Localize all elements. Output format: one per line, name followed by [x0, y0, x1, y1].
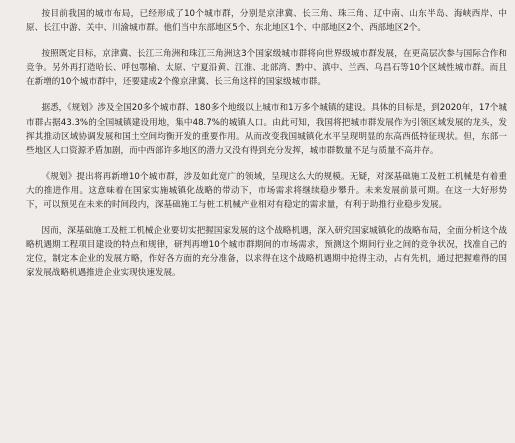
paragraph-market-outlook: 《规划》提出将再新增10个城市群，涉及如此宽广的领域，呈现这么大的规模。无疑，对深基础施工及桩工机械是有着重大的推进作用。这意味着在国家实施城镇化战略的带动下，市场需求将继续稳步攀升。未来发展前景可期。在这一大好形势下，可以预见在未来的时间段内，深基础施工与桩工机械产业相对有稳定的需求量，有利于助推行业稳步发展。: [26, 171, 507, 211]
paragraph-city-clusters-layout: 按目前我国的城市布局，已经形成了10个城市群，分别是京津冀、长三角、珠三角、辽中南、山东半岛、海峡西岸、中原、长江中游、关中、川渝城市群。他们当中东部地区5个、东北地区1个、中部地区2个、西部地区2个。: [26, 9, 507, 34]
paragraph-enterprise-strategy: 因而，深基础施工及桩工机械企业要切实把握国家发展的这个战略机遇，深入研究国家城镇化的战略布局，全面分析这个战略机遇期工程项目建设的特点和规律，研判再增10个城市群期间的市场需求，预测这个期间行业之间的竞争状况，找准自己的定位，制定本企业的发展方略，作好各方面的充分准备，以求得在这个战略机遇期中抢得主动，占有先机，通过把握难得的国家发展战略机遇推进企业实现快速发展。: [26, 226, 507, 279]
paragraph-plan-scope: 据悉，《规划》涉及全国20多个城市群、180多个地级以上城市和1万多个城镇的建设。具体的目标是，到2020年，17个城市群占据43.3%的全国城镇建设用地，集中48.7%的城镇人口。由此可知，我国将把城市群发展作为引领区域发展的龙头，发挥其推动区域协调发展和国土空间均衡开发的重要作用。从而改变我国城镇化水平呈现明显的东高西低特征现状。但，东部一些地区人口资源矛盾加剧，而中西部许多地区的潜力又没有得到充分发挥，城市群数量不足与质量不高并存。: [26, 103, 507, 156]
paragraph-development-goals: 按照既定目标，京津冀、长江三角洲和珠江三角洲这3个国家级城市群将向世界级城市群发展，在更高层次参与国际合作和竞争。另外再打造哈长、呼包鄂榆、太原、宁夏沿黄、江淮、北部湾、黔中、滇中、兰西、乌昌石等10个区域性城市群。而且在新增的10个城市群中，还要建成2个像京津冀、长三角这样的国家级城市群。: [26, 49, 507, 88]
